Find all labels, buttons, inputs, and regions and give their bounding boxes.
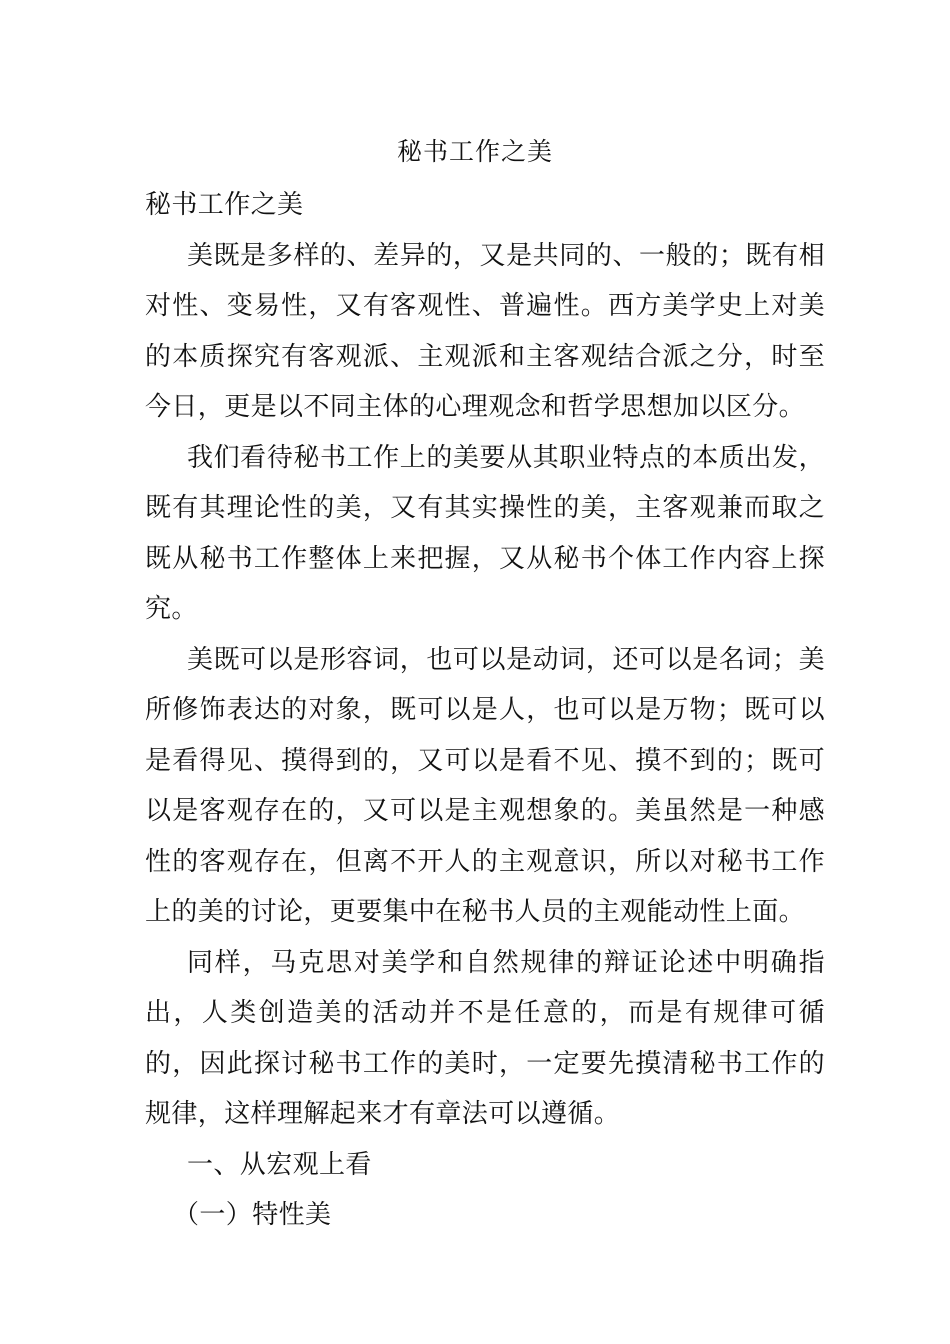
subsection-heading: （一）特性美	[173, 1200, 332, 1230]
paragraph-3: 美既可以是形容词，也可以是动词，还可以是名词；美所修饰表达的对象，既可以是人，也可以是万物；既可以是看得见、摸得到的，又可以是看不见、摸不到的；既可以是客观存在的，又可以是主观想象的。美虽然是一种感性的客观存在，但离不开人的主观意识，所以对秘书工作上的美的讨论，更要集中在秘书人员的主观能动性上面。	[145, 644, 825, 927]
paragraph-4: 同样，马克思对美学和自然规律的辩证论述中明确指出，人类创造美的活动并不是任意的，而是有规律可循的，因此探讨秘书工作的美时，一定要先摸清秘书工作的规律，这样理解起来才有章法可以遵循。	[145, 947, 825, 1129]
paragraph-2: 我们看待秘书工作上的美要从其职业特点的本质出发，既有其理论性的美，又有其实操性的美，主客观兼而取之既从秘书工作整体上来把握，又从秘书个体工作内容上探究。	[145, 442, 825, 624]
paragraph-1: 美既是多样的、差异的，又是共同的、一般的；既有相对性、变易性，又有客观性、普遍性。西方美学史上对美的本质探究有客观派、主观派和主客观结合派之分，时至今日，更是以不同主体的心理观念和哲学思想加以区分。	[145, 240, 825, 422]
section-heading: 一、从宏观上看	[187, 1149, 372, 1180]
document-subtitle: 秘书工作之美	[145, 190, 304, 220]
document-body	[145, 180, 825, 1241]
page-title: 秘书工作之美	[396, 137, 553, 166]
